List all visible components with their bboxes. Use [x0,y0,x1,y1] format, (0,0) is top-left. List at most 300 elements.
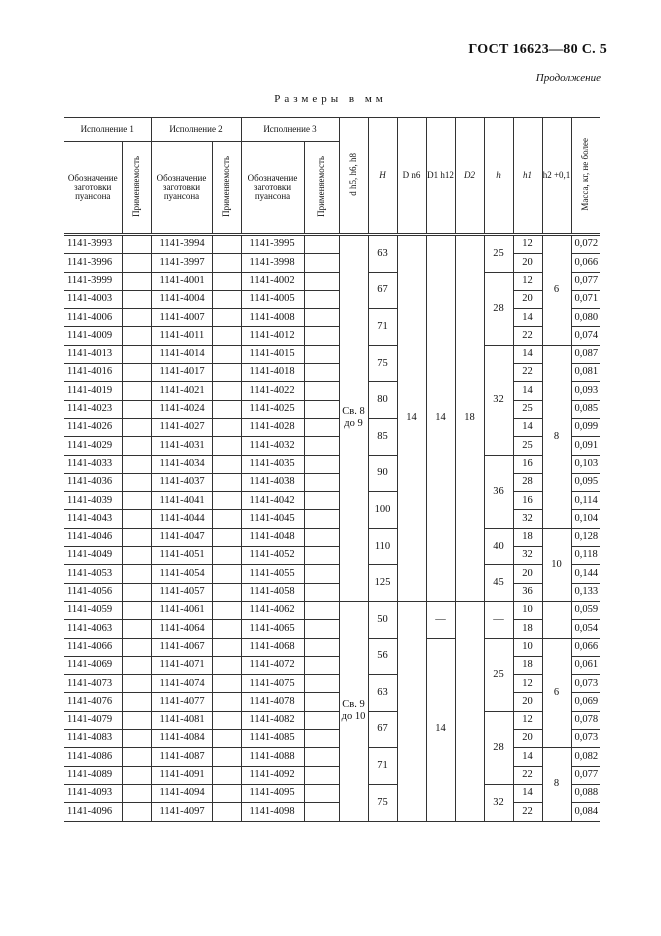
mass-value: 0,084 [571,803,600,821]
applicability-3 [304,364,339,382]
designation-2: 1141-4077 [151,693,212,711]
designation-1: 1141-3996 [64,254,122,272]
applicability-3 [304,418,339,436]
designation-1: 1141-4059 [64,601,122,619]
table-row [64,583,600,601]
applicability-2 [212,492,241,510]
designation-1: 1141-4093 [64,784,122,802]
applicability-3 [304,711,339,729]
designation-1: 1141-4019 [64,382,122,400]
applicability-1 [122,455,151,473]
designation-2: 1141-4097 [151,803,212,821]
col-h2-header: h2 +0,1 [542,118,571,234]
designation-1: 1141-4003 [64,290,122,308]
designation-3: 1141-4098 [241,803,304,821]
designation-3: 1141-4005 [241,290,304,308]
designation-2: 1141-4064 [151,620,212,638]
table-row [64,364,600,382]
h1-value: 10 [513,638,542,656]
col-d-header: d h5, h6, h8 [339,118,368,234]
mass-value: 0,077 [571,766,600,784]
h1-value: 22 [513,766,542,784]
applicability-1 [122,638,151,656]
h-value: 28 [484,711,513,784]
table-row [64,272,600,290]
mass-value: 0,069 [571,693,600,711]
table-row [64,236,600,254]
h1-value: 32 [513,510,542,528]
designation-2: 1141-4067 [151,638,212,656]
D1-value: — [426,601,455,638]
applicability-1 [122,803,151,821]
h2-value: 8 [542,748,571,821]
designation-2: 1141-4074 [151,675,212,693]
applicability-2 [212,400,241,418]
table-row [64,730,600,748]
H-value: 67 [368,272,397,309]
applicability-2 [212,583,241,601]
applicability-3 [304,784,339,802]
applicability-2 [212,272,241,290]
designation-3: 1141-4012 [241,327,304,345]
applicability-1 [122,766,151,784]
mass-value: 0,077 [571,272,600,290]
applicability-1 [122,290,151,308]
designation-2: 1141-4021 [151,382,212,400]
table-row [64,601,600,619]
h1-value: 22 [513,803,542,821]
designation-1: 1141-4069 [64,656,122,674]
applicability-1 [122,730,151,748]
designation-3: 1141-4068 [241,638,304,656]
designation-3: 1141-4042 [241,492,304,510]
h-value: 45 [484,565,513,602]
H-value: 67 [368,711,397,748]
applicability-2 [212,766,241,784]
applicability-3 [304,400,339,418]
mass-value: 0,073 [571,730,600,748]
table-row [64,693,600,711]
table-row [64,656,600,674]
mass-value: 0,133 [571,583,600,601]
designation-2: 1141-4054 [151,565,212,583]
H-value: 125 [368,565,397,602]
applicability-3 [304,437,339,455]
mass-value: 0,080 [571,309,600,327]
designation-2: 1141-4024 [151,400,212,418]
designation-1: 1141-4063 [64,620,122,638]
designation-1: 1141-4083 [64,730,122,748]
designation-2: 1141-4084 [151,730,212,748]
table-row [64,309,600,327]
designation-1: 1141-4013 [64,345,122,363]
applicability-1 [122,620,151,638]
applicability-header-2: Применяемость [212,142,241,234]
designation-2: 1141-4027 [151,418,212,436]
designation-3: 1141-4058 [241,583,304,601]
applicability-3 [304,766,339,784]
designation-3: 1141-4052 [241,547,304,565]
designation-3: 1141-4078 [241,693,304,711]
applicability-3 [304,656,339,674]
h1-value: 20 [513,693,542,711]
mass-value: 0,095 [571,473,600,491]
table-row [64,254,600,272]
designation-3: 1141-3998 [241,254,304,272]
designation-2: 1141-4034 [151,455,212,473]
designation-3: 1141-4088 [241,748,304,766]
h1-value: 20 [513,565,542,583]
applicability-2 [212,236,241,254]
designation-1: 1141-4039 [64,492,122,510]
h-value: 36 [484,455,513,528]
mass-value: 0,114 [571,492,600,510]
designation-2: 1141-4014 [151,345,212,363]
mass-value: 0,103 [571,455,600,473]
applicability-2 [212,382,241,400]
designation-2: 1141-4057 [151,583,212,601]
table-row [64,400,600,418]
applicability-2 [212,510,241,528]
col-h-header: h [484,118,513,234]
designation-1: 1141-4026 [64,418,122,436]
applicability-3 [304,510,339,528]
h1-value: 18 [513,620,542,638]
designation-1: 1141-4009 [64,327,122,345]
applicability-2 [212,675,241,693]
applicability-1 [122,272,151,290]
designation-1: 1141-3999 [64,272,122,290]
applicability-2 [212,309,241,327]
applicability-2 [212,345,241,363]
table-row [64,382,600,400]
designation-3: 1141-4022 [241,382,304,400]
h1-value: 18 [513,656,542,674]
designation-3: 1141-4032 [241,437,304,455]
applicability-2 [212,730,241,748]
H-value: 71 [368,309,397,346]
mass-value: 0,128 [571,528,600,546]
D2-value [455,601,484,821]
designation-3: 1141-4018 [241,364,304,382]
applicability-3 [304,620,339,638]
designation-3: 1141-4045 [241,510,304,528]
designation-1: 1141-4006 [64,309,122,327]
h1-value: 10 [513,601,542,619]
applicability-3 [304,272,339,290]
table-row [64,418,600,436]
applicability-3 [304,473,339,491]
designation-1: 1141-4043 [64,510,122,528]
designation-1: 1141-4096 [64,803,122,821]
applicability-2 [212,327,241,345]
h1-value: 28 [513,473,542,491]
applicability-2 [212,418,241,436]
applicability-1 [122,528,151,546]
dimensions-caption: Размеры в мм [274,93,387,105]
applicability-3 [304,382,339,400]
applicability-1 [122,711,151,729]
h1-value: 14 [513,418,542,436]
applicability-1 [122,382,151,400]
applicability-2 [212,601,241,619]
group-header-3: Исполнение 3 [241,118,339,142]
designation-1: 1141-4079 [64,711,122,729]
d-value: Св. 9 до 10 [339,601,368,821]
mass-value: 0,074 [571,327,600,345]
designation-header-2: Обозначение заготовки пуансона [151,142,212,234]
applicability-1 [122,784,151,802]
D1-value: 14 [426,638,455,821]
h-value: — [484,601,513,638]
designation-1: 1141-3993 [64,236,122,254]
applicability-3 [304,492,339,510]
applicability-3 [304,583,339,601]
h-value: 40 [484,528,513,565]
h1-value: 18 [513,528,542,546]
mass-value: 0,066 [571,254,600,272]
H-value: 75 [368,784,397,821]
mass-value: 0,144 [571,565,600,583]
designation-2: 1141-3997 [151,254,212,272]
applicability-2 [212,803,241,821]
h2-value: 6 [542,236,571,346]
mass-value: 0,054 [571,620,600,638]
designation-2: 1141-4017 [151,364,212,382]
applicability-3 [304,748,339,766]
designation-2: 1141-4041 [151,492,212,510]
designation-1: 1141-4029 [64,437,122,455]
designation-2: 1141-4007 [151,309,212,327]
applicability-2 [212,693,241,711]
mass-value: 0,081 [571,364,600,382]
applicability-1 [122,418,151,436]
designation-3: 1141-4092 [241,766,304,784]
designation-3: 1141-4065 [241,620,304,638]
applicability-3 [304,345,339,363]
designation-1: 1141-4073 [64,675,122,693]
h1-value: 14 [513,784,542,802]
designation-2: 1141-4004 [151,290,212,308]
applicability-1 [122,345,151,363]
designation-3: 1141-4015 [241,345,304,363]
applicability-2 [212,364,241,382]
designation-header-3: Обозначение заготовки пуансона [241,142,304,234]
designation-1: 1141-4066 [64,638,122,656]
applicability-1 [122,693,151,711]
table-row [64,528,600,546]
h1-value: 22 [513,327,542,345]
table-row [64,675,600,693]
applicability-1 [122,510,151,528]
designation-header-1: Обозначение заготовки пуансона [64,142,122,234]
designation-1: 1141-4056 [64,583,122,601]
h1-value: 36 [513,583,542,601]
mass-value: 0,078 [571,711,600,729]
col-h1-header: h1 [513,118,542,234]
mass-value: 0,082 [571,748,600,766]
applicability-1 [122,601,151,619]
h1-value: 14 [513,309,542,327]
h-value: 32 [484,345,513,455]
table-row [64,638,600,656]
table-row [64,455,600,473]
designation-3: 1141-4072 [241,656,304,674]
col-D-header: D n6 [397,118,426,234]
applicability-2 [212,528,241,546]
d-value: Св. 8 до 9 [339,236,368,602]
table-row [64,437,600,455]
applicability-1 [122,748,151,766]
designation-1: 1141-4049 [64,547,122,565]
H-value: 63 [368,236,397,273]
mass-value: 0,072 [571,236,600,254]
h1-value: 12 [513,675,542,693]
designation-3: 1141-4075 [241,675,304,693]
designation-1: 1141-4076 [64,693,122,711]
applicability-1 [122,583,151,601]
designation-3: 1141-4008 [241,309,304,327]
table-row [64,492,600,510]
h2-value [542,601,571,638]
table-row [64,748,600,766]
h1-value: 20 [513,730,542,748]
h1-value: 14 [513,382,542,400]
designation-3: 1141-4085 [241,730,304,748]
mass-value: 0,088 [571,784,600,802]
designation-2: 1141-4037 [151,473,212,491]
designation-3: 1141-4028 [241,418,304,436]
designation-2: 1141-4081 [151,711,212,729]
designation-1: 1141-4046 [64,528,122,546]
col-mass-header: Масса, кг, не более [571,118,600,234]
group-header-1: Исполнение 1 [64,118,151,142]
h1-value: 16 [513,455,542,473]
mass-value: 0,099 [571,418,600,436]
h1-value: 32 [513,547,542,565]
applicability-1 [122,656,151,674]
designation-2: 1141-4044 [151,510,212,528]
applicability-3 [304,254,339,272]
applicability-2 [212,656,241,674]
applicability-1 [122,437,151,455]
applicability-2 [212,290,241,308]
designation-2: 1141-4091 [151,766,212,784]
table-row [64,711,600,729]
designation-1: 1141-4086 [64,748,122,766]
mass-value: 0,118 [571,547,600,565]
designation-3: 1141-4095 [241,784,304,802]
designation-3: 1141-4025 [241,400,304,418]
H-value: 80 [368,382,397,419]
h1-value: 25 [513,400,542,418]
applicability-2 [212,547,241,565]
applicability-1 [122,236,151,254]
h1-value: 12 [513,236,542,254]
col-H-header: H [368,118,397,234]
punch-blanks-table [64,117,600,822]
designation-2: 1141-4051 [151,547,212,565]
H-value: 50 [368,601,397,638]
designation-3: 1141-4035 [241,455,304,473]
mass-value: 0,093 [571,382,600,400]
applicability-3 [304,601,339,619]
h1-value: 25 [513,437,542,455]
h-value: 25 [484,638,513,711]
applicability-2 [212,437,241,455]
applicability-header-3: Применяемость [304,142,339,234]
applicability-1 [122,327,151,345]
applicability-2 [212,711,241,729]
h1-value: 12 [513,711,542,729]
table-row [64,620,600,638]
designation-2: 1141-4061 [151,601,212,619]
designation-1: 1141-4036 [64,473,122,491]
applicability-1 [122,547,151,565]
H-value: 75 [368,345,397,382]
H-value: 56 [368,638,397,675]
designation-3: 1141-4038 [241,473,304,491]
h1-value: 14 [513,345,542,363]
applicability-1 [122,473,151,491]
applicability-3 [304,803,339,821]
applicability-3 [304,693,339,711]
D2-value: 18 [455,236,484,602]
applicability-3 [304,309,339,327]
mass-value: 0,061 [571,656,600,674]
designation-1: 1141-4053 [64,565,122,583]
table-row [64,565,600,583]
table-row [64,766,600,784]
H-value: 100 [368,492,397,529]
designation-3: 1141-4082 [241,711,304,729]
table-row [64,290,600,308]
designation-3: 1141-3995 [241,236,304,254]
h-value: 32 [484,784,513,821]
designation-1: 1141-4023 [64,400,122,418]
applicability-3 [304,565,339,583]
applicability-1 [122,675,151,693]
designation-2: 1141-4087 [151,748,212,766]
h-value: 25 [484,236,513,273]
H-value: 63 [368,675,397,712]
D-value [397,601,426,821]
designation-1: 1141-4089 [64,766,122,784]
applicability-header-1: Применяемость [122,142,151,234]
document-title: ГОСТ 16623—80 С. 5 [468,42,607,57]
h1-value: 20 [513,290,542,308]
applicability-2 [212,620,241,638]
applicability-1 [122,364,151,382]
designation-3: 1141-4055 [241,565,304,583]
designation-1: 1141-4033 [64,455,122,473]
applicability-2 [212,784,241,802]
applicability-3 [304,290,339,308]
applicability-2 [212,473,241,491]
applicability-2 [212,638,241,656]
h2-value: 10 [542,528,571,601]
h1-value: 12 [513,272,542,290]
H-value: 85 [368,418,397,455]
designation-2: 1141-4047 [151,528,212,546]
applicability-1 [122,309,151,327]
H-value: 90 [368,455,397,492]
applicability-1 [122,400,151,418]
continuation-label: Продолжение [535,72,601,84]
applicability-3 [304,528,339,546]
applicability-2 [212,455,241,473]
table-row [64,327,600,345]
